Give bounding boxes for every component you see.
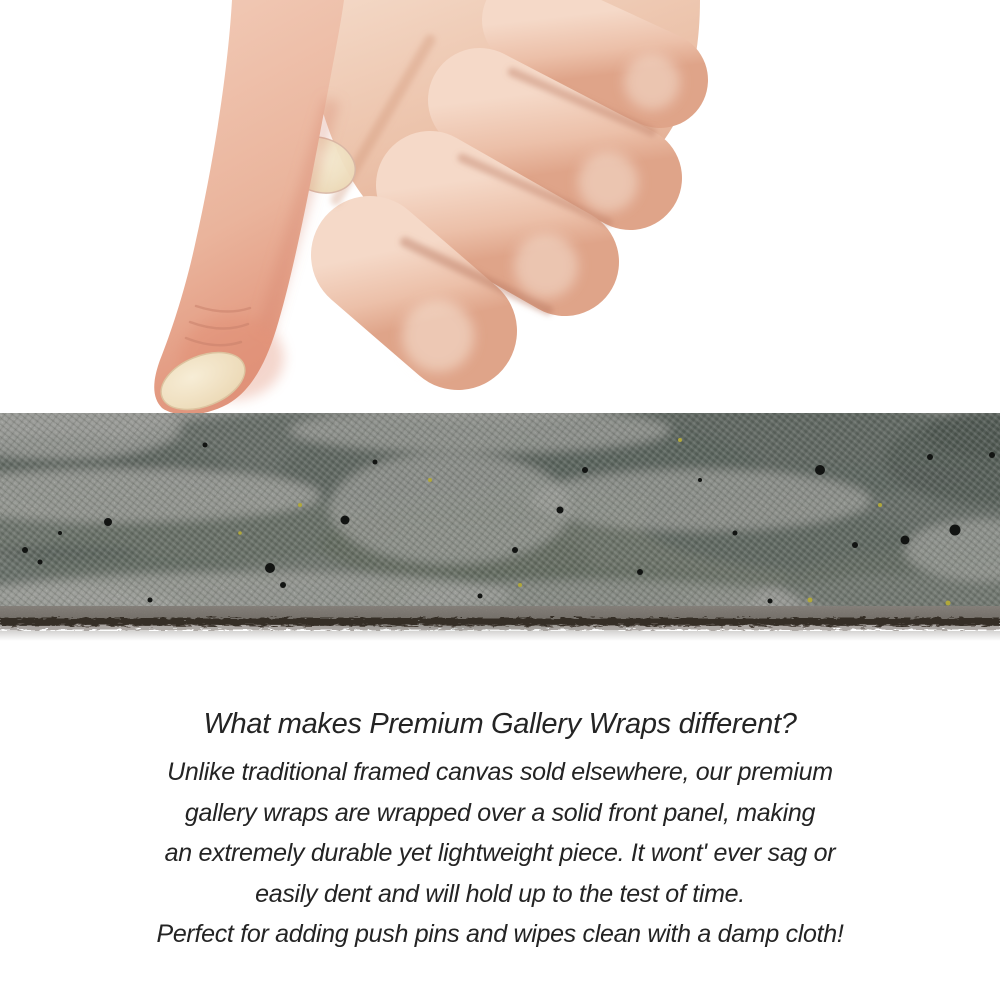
thumb: [153, 0, 344, 421]
hand-illustration: [0, 0, 1000, 430]
body-line: an extremely durable yet lightweight piece. It wont' ever sag or: [164, 839, 836, 867]
canvas-face: [0, 413, 1000, 625]
body-line: gallery wraps are wrapped over a solid front panel, making: [184, 798, 816, 827]
hand-pressing-thumb-graphic: [0, 0, 1000, 430]
description-section: [0, 702, 1000, 955]
section-heading: What makes Premium Gallery Wraps different?: [203, 708, 797, 740]
body-line: Unlike traditional framed canvas sold elsewhere, our premium: [167, 758, 833, 786]
canvas-texture-graphic: [0, 413, 1000, 631]
body-line: Perfect for adding push pins and wipes clean with a damp cloth!: [156, 920, 844, 948]
body-line: easily dent and will hold up to the test of time.: [255, 879, 745, 908]
canvas-edge-strip: [0, 413, 1000, 631]
panel-edge: [0, 606, 1000, 630]
panel-drop-shadow: [0, 631, 1000, 641]
